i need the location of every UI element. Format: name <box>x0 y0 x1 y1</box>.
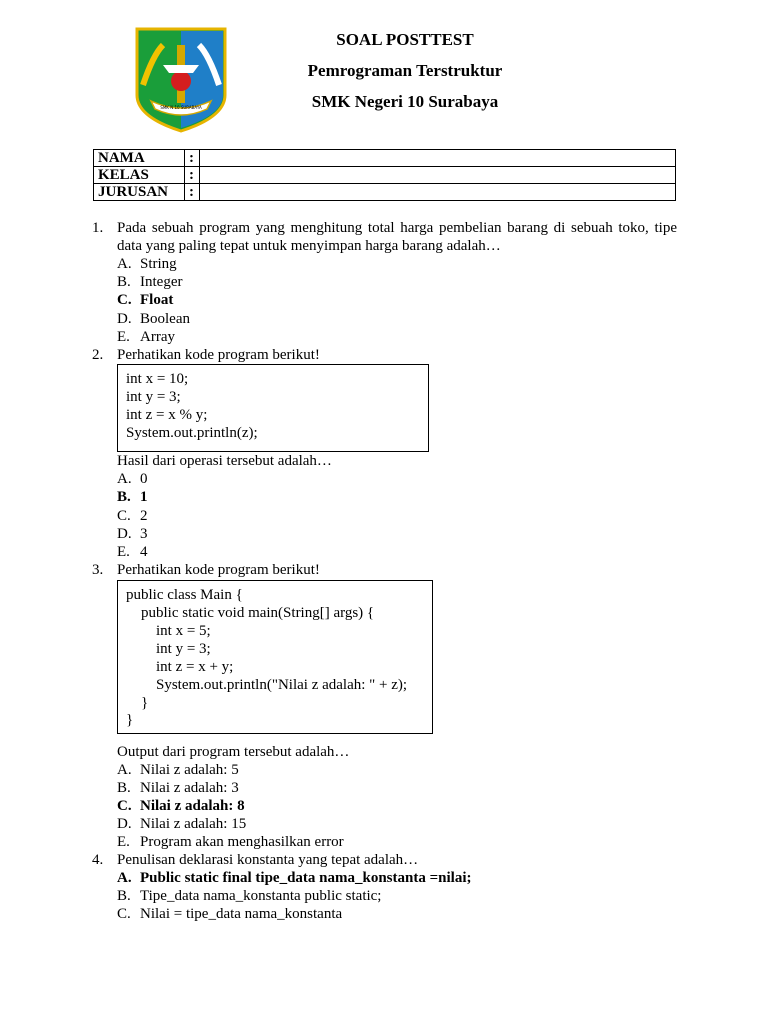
option-letter: E. <box>117 329 130 345</box>
code-line: int z = x % y; <box>126 407 208 423</box>
option-text: Nilai z adalah: 8 <box>140 798 245 814</box>
identity-label: NAMA <box>94 150 185 167</box>
option-text: Nilai = tipe_data nama_konstanta <box>140 906 343 922</box>
question-text: Perhatikan kode program berikut! <box>117 562 320 578</box>
option-text: Integer <box>140 274 183 290</box>
option-text: 1 <box>140 489 148 505</box>
logo-banner-text: SMK N 10 SURABAYA <box>160 105 202 110</box>
identity-row-nama <box>94 150 676 167</box>
option-letter: D. <box>117 526 132 542</box>
option-letter: B. <box>117 888 131 904</box>
option-letter: A. <box>117 870 132 886</box>
identity-value-field[interactable] <box>200 167 676 184</box>
question-number: 3. <box>92 562 104 578</box>
school-logo <box>133 25 229 133</box>
answer-option-correct <box>117 869 472 887</box>
identity-row-kelas <box>94 167 676 184</box>
question-text: Pada sebuah program yang menghitung total harga pembelian barang di sebuah toko, tipe data yang paling tepat untuk menyimpan harga barang adalah… <box>117 220 677 254</box>
answer-option <box>117 833 344 851</box>
code-line: int y = 3; <box>126 389 181 405</box>
identity-separator: : <box>185 150 200 167</box>
code-box <box>117 580 433 734</box>
identity-separator: : <box>185 184 200 201</box>
identity-table <box>93 149 676 201</box>
code-line: } <box>126 712 134 728</box>
option-letter: C. <box>117 906 131 922</box>
code-line: } <box>126 695 149 711</box>
answer-option-correct <box>117 797 245 815</box>
identity-separator: : <box>185 167 200 184</box>
question-number: 2. <box>92 347 104 363</box>
answer-option <box>117 887 381 905</box>
option-text: 2 <box>140 508 148 524</box>
answer-option <box>117 470 148 488</box>
code-line: int x = 10; <box>126 371 189 387</box>
identity-value-field[interactable] <box>200 150 676 167</box>
answer-option <box>117 507 148 525</box>
option-letter: B. <box>117 489 131 505</box>
option-letter: B. <box>117 274 131 290</box>
subject-title: Pemrograman Terstruktur <box>307 61 503 80</box>
option-letter: E. <box>117 544 130 560</box>
option-text: Array <box>140 329 175 345</box>
option-letter: E. <box>117 834 130 850</box>
question-number: 4. <box>92 852 104 868</box>
answer-option <box>117 815 246 833</box>
code-line: int y = 3; <box>126 641 211 657</box>
option-text: 4 <box>140 544 148 560</box>
school-name: SMK Negeri 10 Surabaya <box>311 92 499 111</box>
identity-label: KELAS <box>94 167 185 184</box>
option-text: 0 <box>140 471 148 487</box>
answer-option-correct <box>117 488 148 506</box>
code-line: int z = x + y; <box>126 659 234 675</box>
answer-option <box>117 328 175 346</box>
option-text: String <box>140 256 177 272</box>
option-text: Nilai z adalah: 3 <box>140 780 239 796</box>
identity-label: JURUSAN <box>94 184 185 201</box>
option-text: 3 <box>140 526 148 542</box>
code-line: System.out.println("Nilai z adalah: " + z); <box>126 677 408 693</box>
option-text: Float <box>140 292 174 308</box>
option-letter: C. <box>117 508 131 524</box>
answer-option-correct <box>117 291 173 309</box>
answer-option <box>117 273 182 291</box>
code-line: System.out.println(z); <box>126 425 258 441</box>
identity-row-jurusan <box>94 184 676 201</box>
option-letter: C. <box>117 798 132 814</box>
page-title: SOAL POSTTEST <box>336 30 474 49</box>
option-letter: D. <box>117 816 132 832</box>
question-number: 1. <box>92 220 104 236</box>
option-letter: B. <box>117 780 131 796</box>
question-text: Perhatikan kode program berikut! <box>117 347 320 363</box>
question-followup: Hasil dari operasi tersebut adalah… <box>117 453 332 469</box>
option-letter: A. <box>117 256 132 272</box>
answer-option <box>117 543 148 561</box>
option-letter: A. <box>117 762 132 778</box>
code-line: public static void main(String[] args) { <box>126 605 375 621</box>
answer-option <box>117 525 148 543</box>
answer-option <box>117 255 177 273</box>
answer-option <box>117 761 239 779</box>
option-text: Nilai z adalah: 5 <box>140 762 239 778</box>
question-text: Penulisan deklarasi konstanta yang tepat adalah… <box>117 852 419 868</box>
question-followup: Output dari program tersebut adalah… <box>117 744 350 760</box>
option-text: Boolean <box>140 311 190 327</box>
answer-option <box>117 310 190 328</box>
code-box <box>117 364 429 452</box>
option-text: Nilai z adalah: 15 <box>140 816 247 832</box>
identity-value-field[interactable] <box>200 184 676 201</box>
answer-option <box>117 779 239 797</box>
option-text: Public static final tipe_data nama_konstanta =nilai; <box>140 870 472 886</box>
code-line: public class Main { <box>126 587 243 603</box>
option-letter: D. <box>117 311 132 327</box>
option-text: Program akan menghasilkan error <box>140 834 344 850</box>
option-text: Tipe_data nama_konstanta public static; <box>140 888 382 904</box>
code-line: int x = 5; <box>126 623 211 639</box>
answer-option <box>117 905 342 923</box>
option-letter: C. <box>117 292 132 308</box>
option-letter: A. <box>117 471 132 487</box>
